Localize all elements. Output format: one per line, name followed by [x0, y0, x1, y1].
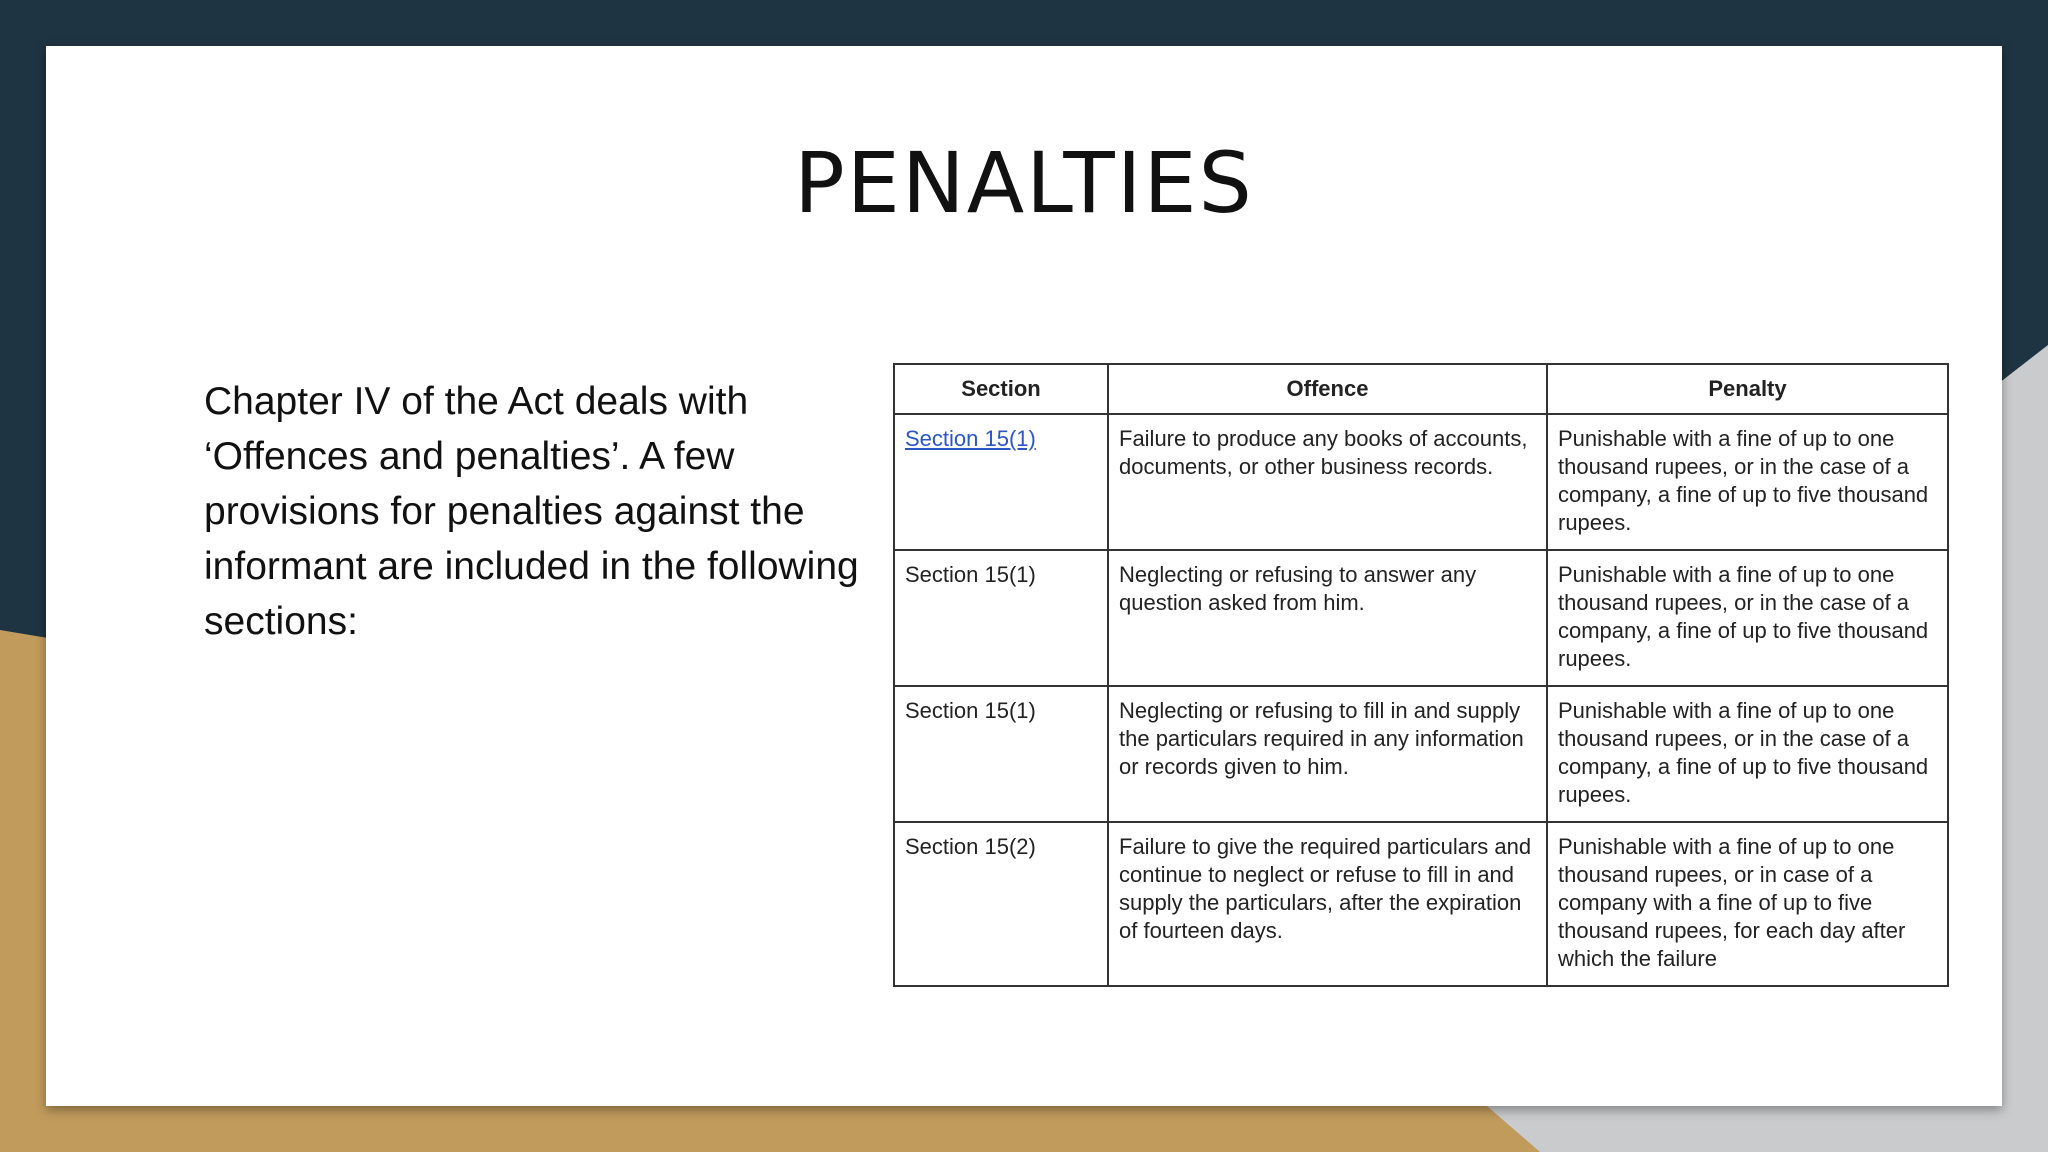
cell-penalty: Punishable with a fine of up to one thousand rupees, or in the case of a company, a fine of up to five thousand rupees. — [1547, 686, 1948, 822]
cell-penalty: Punishable with a fine of up to one thousand rupees, or in the case of a company, a fine of up to five thousand rupees. — [1547, 414, 1948, 550]
slide-title: PENALTIES — [794, 134, 1254, 232]
table-row — [894, 686, 1948, 822]
cell-penalty: Punishable with a fine of up to one thousand rupees, or in the case of a company, a fine of up to five thousand rupees. — [1547, 550, 1948, 686]
penalties-table — [893, 363, 1949, 987]
cell-penalty: Punishable with a fine of up to one thousand rupees, or in case of a company with a fine of up to five thousand rupees, for each day after which the failure — [1547, 822, 1948, 986]
cell-section: Section 15(2) — [894, 822, 1108, 986]
cell-offence: Neglecting or refusing to answer any question asked from him. — [1108, 550, 1547, 686]
table-header-row — [894, 364, 1948, 414]
cell-section — [894, 414, 1108, 550]
cell-section: Section 15(1) — [894, 686, 1108, 822]
table-row — [894, 414, 1948, 550]
cell-offence: Failure to produce any books of accounts, documents, or other business records. — [1108, 414, 1547, 550]
header-section: Section — [894, 364, 1108, 414]
section-link[interactable]: Section 15(1) — [905, 426, 1036, 451]
header-offence: Offence — [1108, 364, 1547, 414]
cell-offence: Neglecting or refusing to fill in and supply the particulars required in any information or records given to him. — [1108, 686, 1547, 822]
penalties-table-container — [893, 363, 1947, 987]
table-row — [894, 550, 1948, 686]
body-paragraph: Chapter IV of the Act deals with ‘Offences and penalties’. A few provisions for penalties against the informant are included in the following sections: — [204, 380, 859, 643]
table-row — [894, 822, 1948, 986]
gold-shape-bottom — [0, 1100, 1650, 1152]
slide — [46, 46, 2002, 1106]
cell-section: Section 15(1) — [894, 550, 1108, 686]
cell-offence: Failure to give the required particulars and continue to neglect or refuse to fill in and supply the particulars, after the expiration of fourteen days. — [1108, 822, 1547, 986]
header-penalty: Penalty — [1547, 364, 1948, 414]
